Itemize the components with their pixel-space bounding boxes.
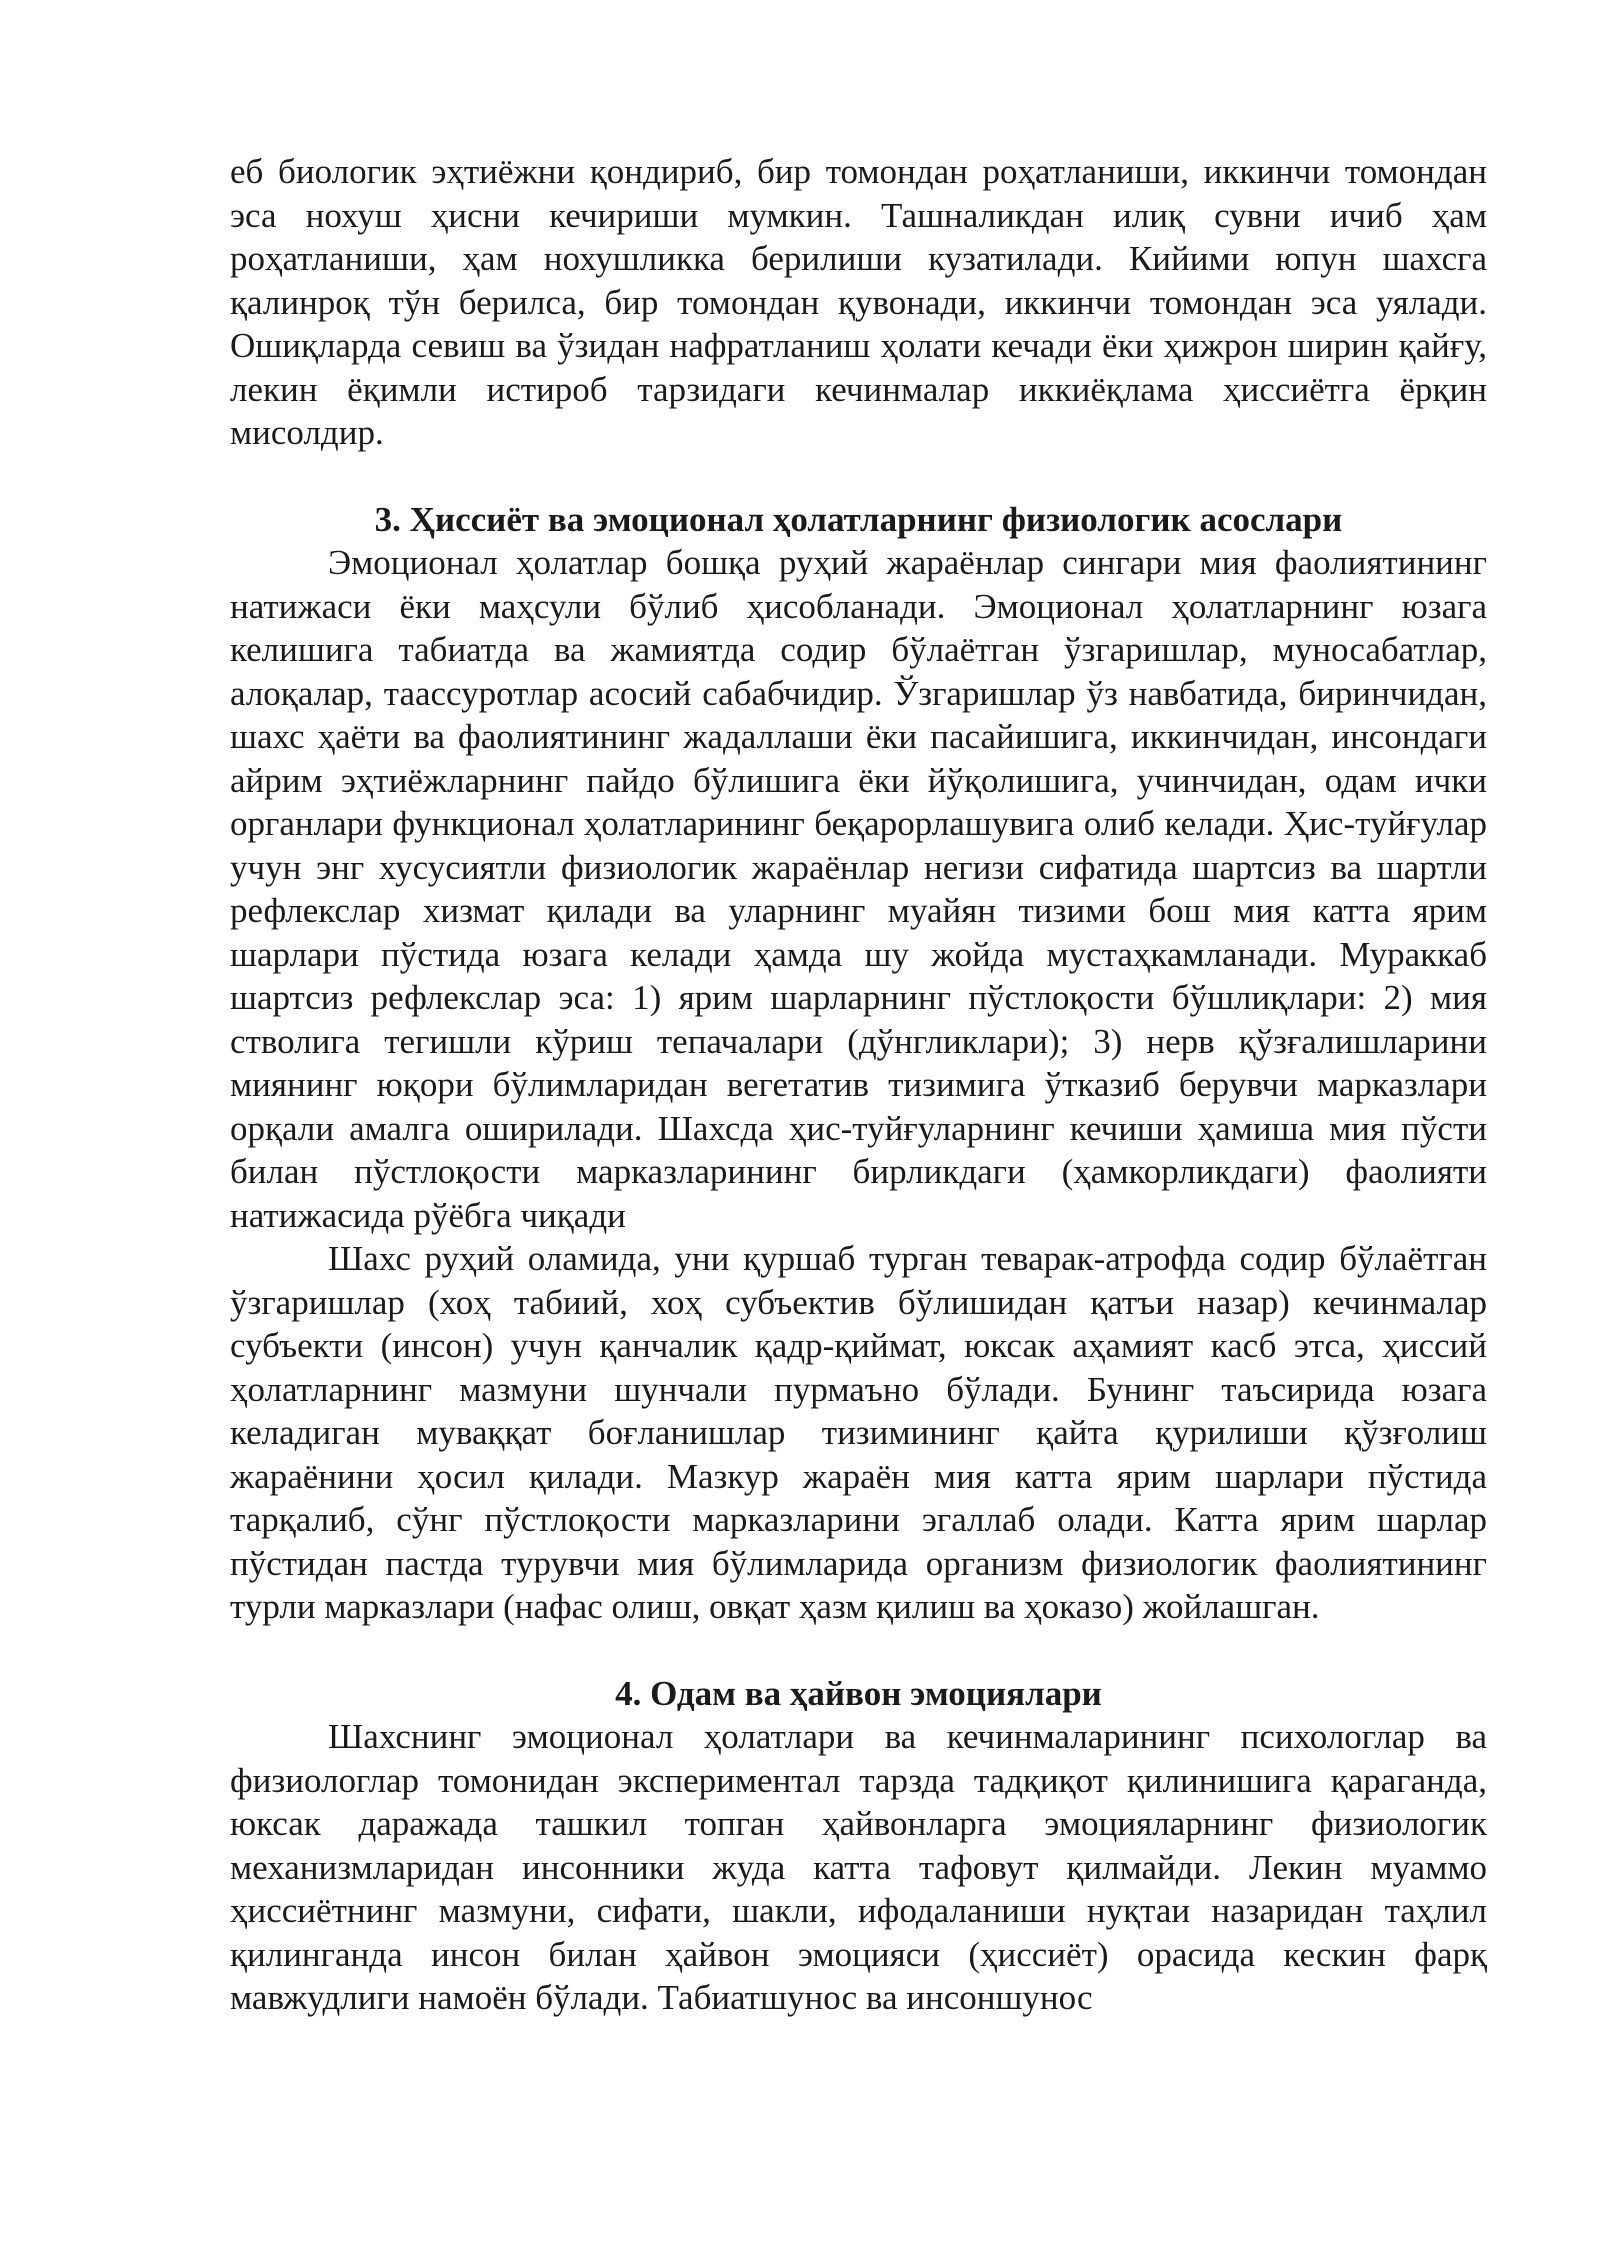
section-4-heading: 4. Одам ва ҳайвон эмоциялари (615, 1673, 1102, 1713)
paragraph-intro: еб биологик эҳтиёжни қондириб, бир томондан роҳатланиши, иккинчи томондан эса нохуш ҳисни кечириши мумкин. Ташналикдан илиқ сувни ичиб ҳам роҳатланиши, ҳам нохушликка берилиши кузатилади. Кийими юпун шахсга қалинроқ тўн берилса, бир томондан қувонади, иккинчи томондан эса уялади. Ошиқларда севиш ва ўзидан нафратланиш ҳолати кечади ёки ҳижрон ширин қайғу, лекин ёқимли истироб тарзидаги кечинмалар иккиёқлама ҳиссиётга ёрқин мисолдир. (230, 152, 1487, 452)
document-page (230, 150, 1487, 2020)
section-3-paragraph-1: Эмоционал ҳолатлар бошқа руҳий жараёнлар сингари мия фаолиятининг натижаси ёки маҳсули бўлиб ҳисобланади. Эмоционал ҳолатларнинг юзага келишига табиатда ва жамиятда содир бўлаётган ўзгаришлар, муносабатлар, алоқалар, таассуротлар асосий сабабчидир. Ўзгаришлар ўз навбатида, биринчидан, шахс ҳаёти ва фаолиятининг жадаллаши ёки пасайишига, иккинчидан, инсондаги айрим эҳтиёжларнинг пайдо бўлишига ёки йўқолишига, учинчидан, одам ички органлари функционал ҳолатларининг беқарорлашувига олиб келади. Ҳис-туйғулар учун энг хусусиятли физиологик жараёнлар негизи сифатида шартсиз ва шартли рефлекслар хизмат қилади ва уларнинг муайян тизими бош мия катта ярим шарлари пўстида юзага келади ҳамда шу жойда мустаҳкамланади. Мураккаб шартсиз рефлекслар эса: 1) ярим шарларнинг пўстлоқости бўшлиқлари: 2) мия стволига тегишли кўриш тепачалари (дўнгликлари); 3) нерв қўзғалишларини миянинг юқори бўлимларидан вегетатив тизимига ўтказиб берувчи марказлари орқали амалга оширилади. Шахсда ҳис-туйғуларнинг кечиши ҳамиша мия пўсти билан пўстлоқости марказларининг бирликдаги (ҳамкорликдаги) фаолияти натижасида рўёбга чиқади (230, 543, 1487, 1235)
section-3-heading: 3. Ҳиссиёт ва эмоционал ҳолатларнинг физиологик асослари (374, 499, 1343, 539)
section-3-paragraph-2: Шахс руҳий оламида, уни қуршаб турган теварак-атрофда содир бўлаётган ўзгаришлар (хоҳ табиий, хоҳ субъектив бўлишидан қатъи назар) кечинмалар субъекти (инсон) учун қанчалик қадр-қиймат, юксак аҳамият касб этса, ҳиссий ҳолатларнинг мазмуни шунчали пурмаъно бўлади. Бунинг таъсирида юзага келадиган муваққат боғланишлар тизимининг қайта қурилиши қўзғолиш жараёнини ҳосил қилади. Мазкур жараён мия катта ярим шарлари пўстида тарқалиб, сўнг пўстлоқости марказларини эгаллаб олади. Катта ярим шарлар пўстидан пастда турувчи мия бўлимларида организм физиологик фаолиятининг турли марказлари (нафас олиш, овқат ҳазм қилиш ва ҳоказо) жойлашган. (230, 1239, 1487, 1626)
section-4-paragraph-1: Шахснинг эмоционал ҳолатлари ва кечинмаларининг психологлар ва физиологлар томонидан экспериментал тарзда тадқиқот қилинишига қараганда, юксак даражада ташкил топган ҳайвонларга эмоцияларнинг физиологик механизмларидан инсонники жуда катта тафовут қилмайди. Лекин муаммо ҳиссиётнинг мазмуни, сифати, шакли, ифодаланиши нуқтаи назаридан таҳлил қилинганда инсон билан ҳайвон эмоцияси (ҳиссиёт) орасида кескин фарқ мавжудлиги намоён бўлади. Табиатшунос ва инсоншунос (230, 1717, 1487, 2017)
